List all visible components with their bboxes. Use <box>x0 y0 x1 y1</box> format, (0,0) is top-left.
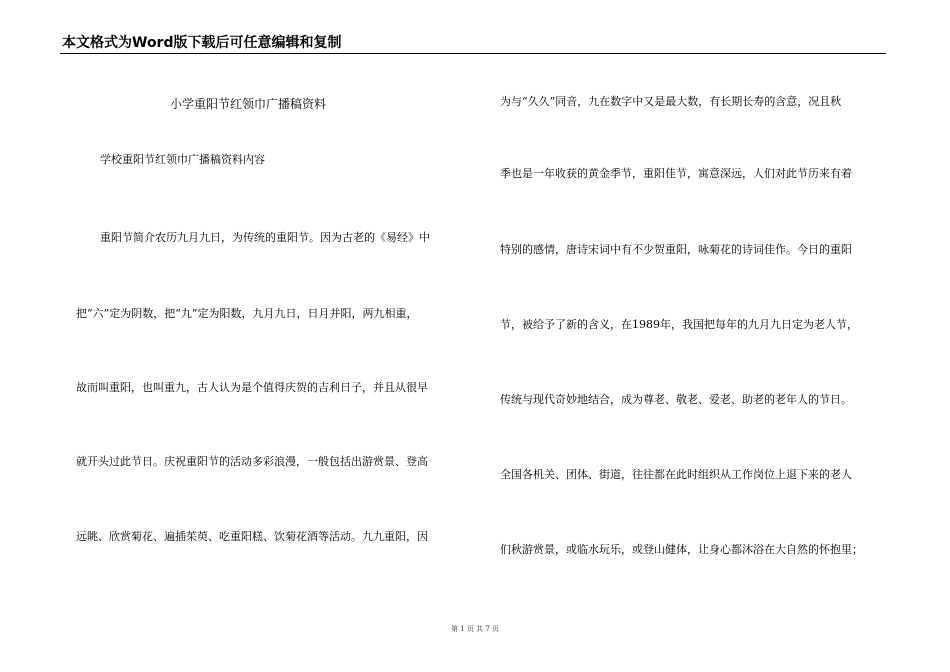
right-line-5: 传统与现代奇妙地结合，成为尊老、敬老、爱老、助老的老年人的节日。 <box>500 393 852 406</box>
document-header-title: 本文格式为Word版下载后可任意编辑和复制 <box>62 35 342 51</box>
header-divider <box>60 53 886 54</box>
page-number-footer: 第 1 页 共 7 页 <box>450 625 500 633</box>
left-line-1: 学校重阳节红领巾广播稿资料内容 <box>100 153 265 166</box>
document-title: 小学重阳节红领巾广播稿资料 <box>170 97 327 111</box>
right-line-6: 全国各机关、团体、街道，往往都在此时组织从工作岗位上退下来的老人 <box>500 468 852 481</box>
left-line-3: 把“六”定为阴数，把“九”定为阳数，九月九日，日月并阳，两九相重， <box>76 307 418 320</box>
left-line-4: 故而叫重阳，也叫重九，古人认为是个值得庆贺的吉利日子，并且从很早 <box>76 381 428 394</box>
right-line-4: 节，被给予了新的含义，在1989年，我国把每年的九月九日定为老人节， <box>500 318 858 331</box>
left-line-6: 远眺、欣赏菊花、遍插茱萸、吃重阳糕、饮菊花酒等活动。九九重阳，因 <box>76 530 428 543</box>
right-line-1: 为与“久久”同音，九在数字中又是最大数，有长期长寿的含意，况且秋 <box>500 95 842 108</box>
right-line-3: 特别的感情，唐诗宋词中有不少贺重阳，咏菊花的诗词佳作。今日的重阳 <box>500 243 852 256</box>
left-line-2: 重阳节简介农历九月九日，为传统的重阳节。因为古老的《易经》中 <box>100 231 430 244</box>
left-line-5: 就开头过此节日。庆祝重阳节的活动多彩浪漫，一般包括出游赏景、登高 <box>76 455 428 468</box>
right-line-7: 们秋游赏景，或临水玩乐，或登山健体，让身心都沐浴在大自然的怀抱里； <box>500 543 863 556</box>
right-line-2: 季也是一年收获的黄金季节，重阳佳节，寓意深远，人们对此节历来有着 <box>500 167 852 180</box>
